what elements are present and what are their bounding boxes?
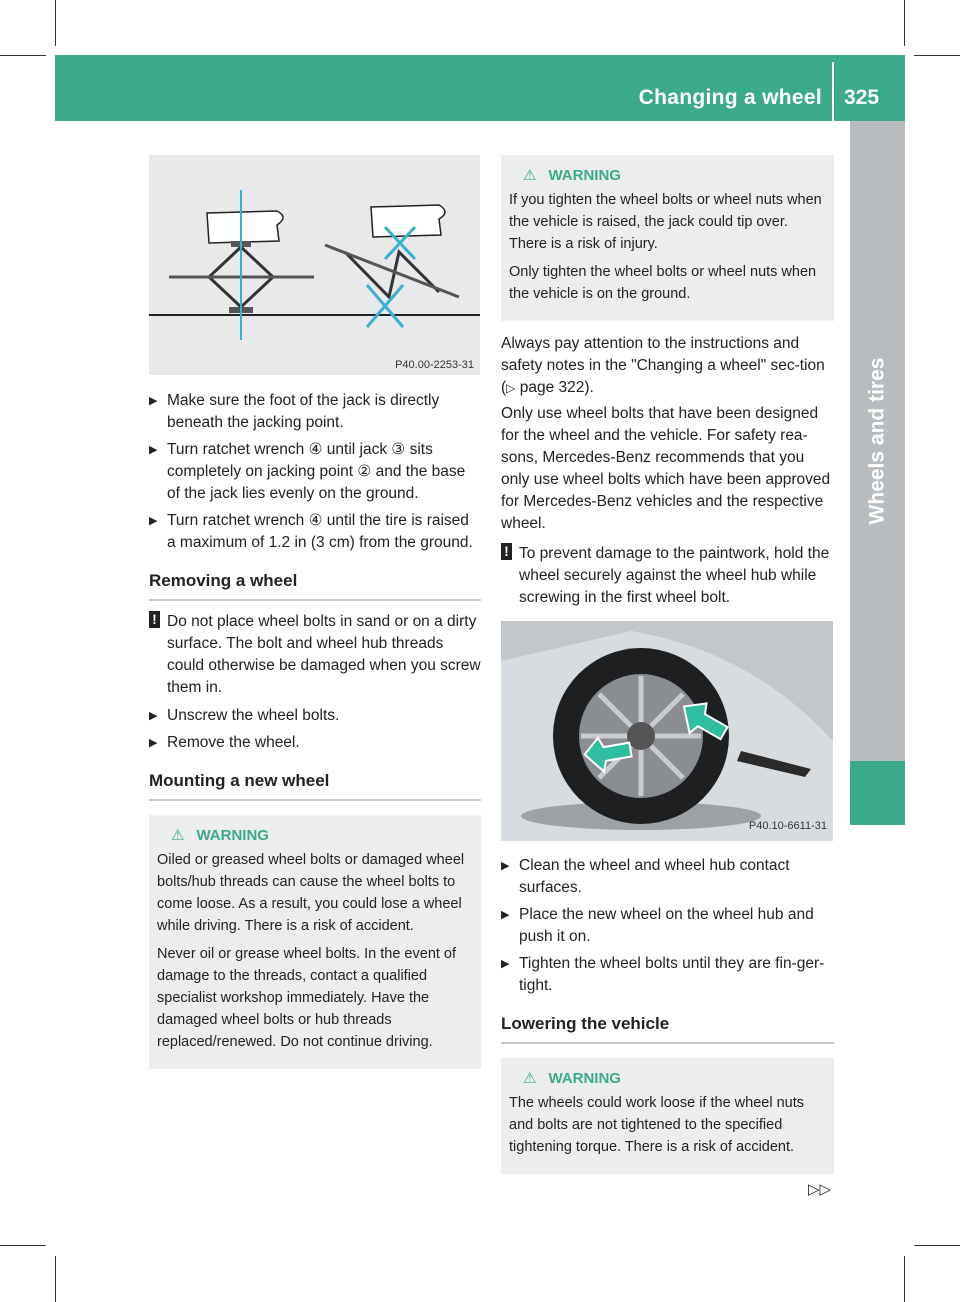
crop-mark	[55, 1256, 56, 1302]
step-text: Turn ratchet wrench ④ until the tire is raised a maximum of 1.2 in (3 cm) from the ground.	[167, 512, 473, 551]
wheel-mounting-figure	[501, 621, 833, 841]
step-arrow-icon: ▶	[149, 395, 158, 407]
step-text: Turn ratchet wrench ④ until jack ③ sits completely on jacking point ② and the base of the jack lies evenly on the ground.	[167, 441, 466, 502]
body-paragraph: Only use wheel bolts that have been designed for the wheel and the vehicle. For safety rea-sons, Mercedes-Benz recommends that you only use wheel bolts which have been approved for Mercedes-Benz vehicles and the respective wheel.	[501, 405, 831, 532]
warning-label: WARNING	[196, 827, 269, 844]
crop-mark	[904, 1256, 905, 1302]
step-arrow-icon: ▶	[501, 860, 510, 872]
warning-triangle-icon: ⚠	[523, 167, 537, 184]
warning-header	[523, 165, 826, 187]
exclamation-icon: !	[501, 543, 512, 560]
warning-label: WARNING	[548, 167, 621, 184]
instruction-step	[149, 439, 481, 505]
step-arrow-icon: ▶	[501, 909, 510, 921]
warning-header	[171, 825, 473, 847]
exclamation-icon: !	[149, 611, 160, 628]
instruction-step	[501, 855, 834, 899]
warning-text: The wheels could work loose if the wheel nuts and bolts are not tightened to the specified tightening torque. There is a risk of accident.	[509, 1095, 804, 1155]
step-text: Make sure the foot of the jack is directly beneath the jacking point.	[167, 392, 440, 431]
wheel-illustration	[501, 621, 833, 841]
instruction-step	[501, 904, 834, 948]
left-column	[149, 390, 481, 1069]
instruction-step	[149, 390, 481, 434]
chapter-tab-marker	[850, 761, 905, 825]
step-text: Remove the wheel.	[167, 734, 300, 751]
warning-text: Never oil or grease wheel bolts. In the event of damage to the threads, contact a qualified specialist workshop immediately. Have the damaged wheel bolts or hub threads replaced/renewed. Do not continue driving.	[157, 946, 457, 1050]
warning-triangle-icon: ⚠	[171, 827, 185, 844]
subheading-mounting: Mounting a new wheel	[149, 770, 481, 801]
crop-mark	[914, 1245, 960, 1246]
jack-position-figure	[149, 155, 480, 375]
step-text: Tighten the wheel bolts until they are fin-ger-tight.	[519, 955, 825, 994]
warning-box	[501, 155, 834, 321]
warning-label: WARNING	[548, 1070, 621, 1087]
note-text: Do not place wheel bolts in sand or on a dirty surface. The bolt and wheel hub threads could otherwise be damaged when you screw them in.	[167, 613, 481, 696]
instruction-step	[149, 732, 481, 754]
step-arrow-icon: ▶	[149, 710, 158, 722]
warning-text: Only tighten the wheel bolts or wheel nuts when the vehicle is on the ground.	[509, 264, 817, 302]
warning-box	[149, 815, 481, 1069]
header-divider	[832, 62, 834, 121]
warning-box	[501, 1058, 834, 1174]
note-text: To prevent damage to the paintwork, hold the wheel securely against the wheel hub while screwing in the first wheel bolt.	[519, 545, 830, 606]
right-column	[501, 145, 834, 1174]
page-number: 325	[844, 86, 880, 109]
warning-header	[523, 1068, 826, 1090]
warning-text: Oiled or greased wheel bolts or damaged wheel bolts/hub threads can cause the wheel bolts to come loose. As a result, you could lose a wheel while driving. There is a risk of accident.	[157, 852, 465, 934]
body-paragraph	[501, 333, 834, 399]
subheading-lowering: Lowering the vehicle	[501, 1013, 834, 1044]
step-arrow-icon: ▶	[149, 515, 158, 527]
step-text: Place the new wheel on the wheel hub and push it on.	[519, 906, 814, 945]
step-arrow-icon: ▶	[501, 958, 510, 970]
warning-triangle-icon: ⚠	[523, 1070, 537, 1087]
chapter-tab-label-wrap	[850, 121, 905, 761]
jack-illustration	[149, 155, 480, 375]
warning-text: If you tighten the wheel bolts or wheel nuts when the vehicle is raised, the jack could tip over. There is a risk of injury.	[509, 192, 822, 252]
step-text: Clean the wheel and wheel hub contact surfaces.	[519, 857, 790, 896]
instruction-step	[501, 953, 834, 997]
step-arrow-icon: ▶	[149, 737, 158, 749]
step-text: Unscrew the wheel bolts.	[167, 707, 340, 724]
caution-note	[149, 611, 481, 699]
step-arrow-icon: ▶	[149, 444, 158, 456]
chapter-tab-label: Wheels and tires	[865, 357, 889, 525]
instruction-step	[149, 510, 481, 554]
instruction-step	[149, 705, 481, 727]
subheading-removing: Removing a wheel	[149, 570, 481, 601]
crop-mark	[914, 55, 960, 56]
page-reference-link[interactable]: page 322).	[515, 379, 594, 396]
paragraph-text: Always pay attention to the instructions and safety notes in the "Changing a wheel" sec-tion (	[501, 335, 825, 396]
section-title: Changing a wheel	[638, 86, 822, 109]
crop-mark	[904, 0, 905, 46]
figure-code: P40.00-2253-31	[395, 359, 474, 371]
caution-note	[501, 543, 834, 609]
crop-mark	[0, 55, 46, 56]
page-reference-icon: ▷	[506, 381, 516, 395]
crop-mark	[55, 0, 56, 46]
figure-code: P40.10-6611-31	[748, 820, 827, 832]
continue-arrows-icon: ▷▷	[808, 1181, 832, 1198]
crop-mark	[0, 1245, 46, 1246]
